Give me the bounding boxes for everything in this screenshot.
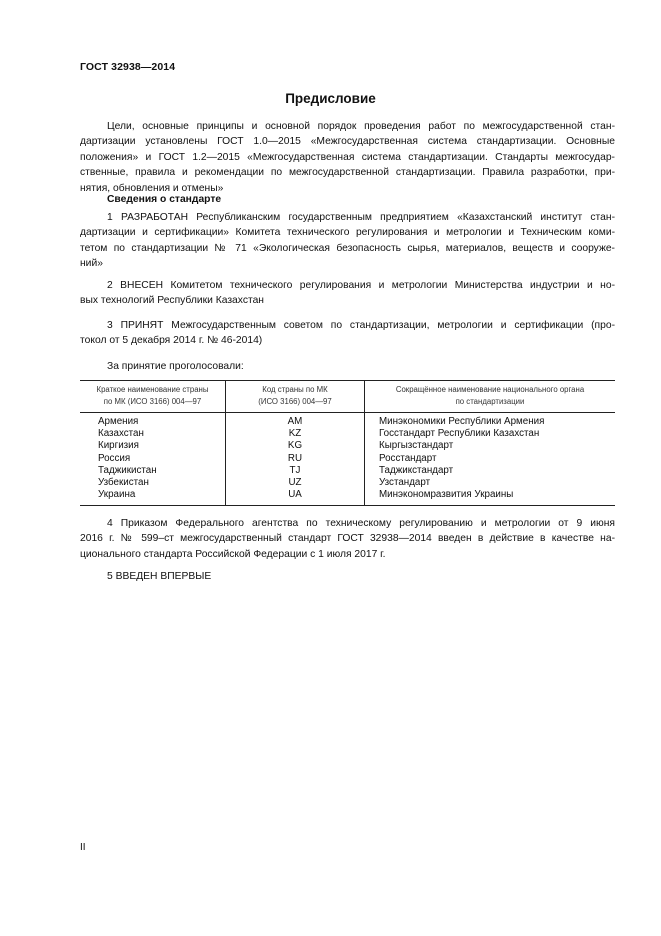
body-cell: Минэкономразвития Украины (365, 489, 616, 506)
header-line: Сокращённое наименование национального органа (395, 385, 585, 394)
item-2-paragraph (80, 278, 615, 309)
text-line: токол от 5 декабря 2014 г. № 46-2014) (80, 335, 263, 347)
country-cell: Киргизия (98, 440, 139, 452)
page-title: Предисловие (285, 91, 376, 106)
table-row (80, 413, 615, 429)
column-header-code (226, 381, 365, 413)
item-1-paragraph (80, 210, 615, 272)
table-row (80, 489, 615, 506)
column-header-body (365, 381, 616, 413)
body-cell: Кыргызстандарт (365, 440, 616, 452)
text-line: дартизации и сертификации» Комитета технического регулирования и метрологии и Техническим коми- (80, 227, 615, 239)
vote-label: За принятие проголосовали: (107, 361, 244, 372)
text-line: 2016 г. № 599–ст межгосударственный стандарт ГОСТ 32938—2014 введен в действие в качестве на- (80, 533, 615, 545)
section-subtitle: Сведения о стандарте (107, 194, 222, 205)
text-line: дартизации установлены ГОСТ 1.0—2015 «Межгосударственная система стандартизации. Основные (80, 136, 615, 148)
header-line: (ИСО 3166) 004—97 (258, 397, 332, 406)
text-line: ственные, правила и рекомендации по межгосударственной стандартизации. Правила разработки, при- (80, 167, 615, 179)
code-cell: KG (226, 440, 365, 452)
column-header-country (80, 381, 226, 413)
text-line: 4 Приказом Федерального агентства по техническому регулированию и метрологии от 9 июня (107, 518, 615, 529)
code-cell: UZ (226, 477, 365, 489)
text-line: вых технологий Республики Казахстан (80, 295, 264, 307)
code-cell: KZ (226, 428, 365, 440)
body-cell: Госстандарт Республики Казахстан (365, 428, 616, 440)
text-line: ний» (80, 258, 103, 270)
text-line: Цели, основные принципы и основной порядок проведения работ по межгосударственной стан- (107, 121, 615, 132)
header-line: по стандартизации (455, 397, 525, 406)
item-5-paragraph (80, 569, 615, 584)
text-line: 3 ПРИНЯТ Межгосударственным советом по стандартизации, метрологии и сертификации (про- (107, 320, 615, 331)
header-line: Краткое наименование страны (96, 385, 209, 394)
document-header: ГОСТ 32938—2014 (80, 61, 176, 73)
body-cell: Таджикстандарт (365, 465, 616, 477)
item-3-paragraph (80, 318, 615, 349)
countries-table (80, 380, 615, 506)
table-row (80, 428, 615, 440)
text-line: тетом по стандартизации № 71 «Экологическая безопасность сырья, материалов, веществ и сооруже- (80, 242, 615, 254)
country-cell: Россия (98, 452, 131, 464)
table-row (80, 465, 615, 477)
country-cell: Украина (98, 489, 136, 501)
intro-paragraph (80, 119, 615, 196)
text-line: нятия, обновления и отмены» (80, 182, 224, 194)
code-cell: RU (226, 453, 365, 465)
item-4-paragraph (80, 516, 615, 562)
country-cell: Таджикистан (98, 464, 157, 476)
country-cell: Узбекистан (98, 477, 149, 489)
table-row (80, 477, 615, 489)
page-number: II (80, 842, 86, 853)
text-line: 2 ВНЕСЕН Комитетом технического регулирования и метрологии Министерства индустрии и но- (107, 280, 615, 291)
text-line: 5 ВВЕДЕН ВПЕРВЫЕ (107, 571, 212, 582)
body-cell: Росстандарт (365, 453, 616, 465)
table-row (80, 440, 615, 452)
text-line: положения» и ГОСТ 1.2—2015 «Межгосударственная система стандартизации. Стандарты межгосудар- (80, 151, 615, 163)
code-cell: UA (226, 489, 365, 506)
text-line: ционального стандарта Российской Федерации с 1 июля 2017 г. (80, 548, 386, 560)
code-cell: AM (226, 413, 365, 429)
header-line: Код страны по МК (262, 385, 328, 394)
table-row (80, 453, 615, 465)
header-line: по МК (ИСО 3166) 004—97 (103, 397, 202, 406)
country-cell: Армения (98, 416, 139, 427)
country-cell: Казахстан (98, 428, 144, 440)
code-cell: TJ (226, 465, 365, 477)
table-header-row (80, 381, 615, 413)
text-line: 1 РАЗРАБОТАН Республиканским государственным предприятием «Казахстанский институт стан- (107, 212, 615, 223)
body-cell: Минэкономики Республики Армения (365, 413, 616, 429)
body-cell: Узстандарт (365, 477, 616, 489)
